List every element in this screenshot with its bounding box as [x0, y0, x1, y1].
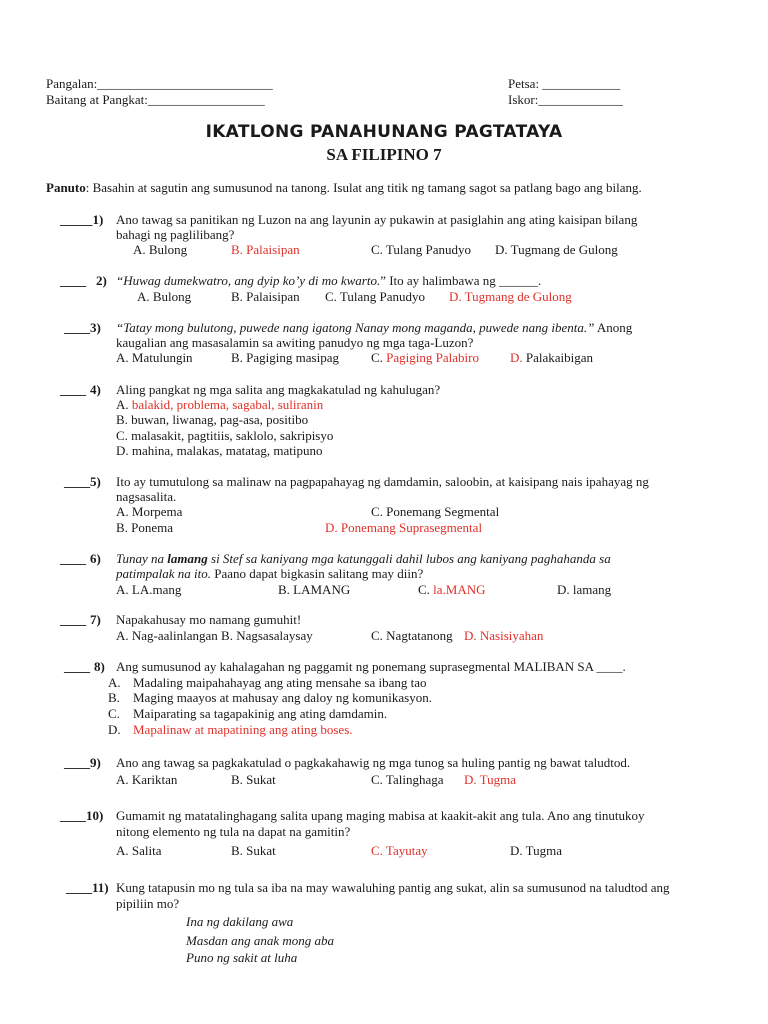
- question-number: ____9): [64, 755, 101, 770]
- question-text: patimpalak na ito. Paano dapat bigkasin salitang may diin?: [116, 566, 424, 581]
- grade-section-field-label: Baitang at Pangkat:__________________: [46, 92, 265, 107]
- question-text: Ito ay tumutulong sa malinaw na pagpapahayag ng damdamin, saloobin, at kaisipang nais ipahayag ng: [116, 474, 649, 489]
- question-text: nagsasalita.: [116, 489, 177, 504]
- option: A. LA.mang: [116, 582, 182, 597]
- option-highlighted: B. Palaisipan: [231, 242, 300, 257]
- option-letter: B.: [108, 690, 120, 705]
- option: A. Bulong: [137, 289, 192, 304]
- option: B. Sukat: [231, 772, 276, 787]
- question-number: ____5): [64, 474, 101, 489]
- option-letter: A.: [108, 675, 121, 690]
- question-number: ____ 6): [60, 551, 101, 566]
- question-number: ____10): [60, 808, 104, 823]
- option: D. Tugma: [510, 843, 563, 858]
- instructions-text: : Basahin at sagutin ang sumusunod na tanong. Isulat ang titik ng tamang sagot sa patlang bago ang bilang.: [85, 180, 642, 195]
- question-text: Ano tawag sa panitikan ng Luzon na ang layunin ay pukawin at pasiglahin ang ating kaisipan bilang: [116, 212, 638, 227]
- option: B. Pagiging masipag: [231, 350, 339, 365]
- score-field-label: Iskor:_____________: [508, 92, 623, 107]
- option: C. malasakit, pagtitiis, saklolo, sakripisyo: [116, 428, 334, 443]
- option: C. la.MANG: [418, 582, 486, 597]
- option-highlighted: D. Ponemang Suprasegmental: [325, 520, 483, 535]
- option-letter: C.: [108, 706, 120, 721]
- question-text: Gumamit ng matatalinghagang salita upang maging mabisa at kaakit-akit ang tula. Ano ang tinutukoy: [116, 808, 645, 823]
- option-highlighted: D. Tugmang de Gulong: [449, 289, 572, 304]
- question-text: “Tatay mong bulutong, puwede nang igatong Nanay mong maganda, puwede nang ibenta.” Anong: [116, 320, 633, 335]
- option: D. mahina, malakas, matatag, matipuno: [116, 443, 323, 458]
- option: C. Tulang Panudyo: [325, 289, 426, 304]
- option: C. Tulang Panudyo: [371, 242, 472, 257]
- option-highlighted: D. Tugma: [464, 772, 517, 787]
- option-letter: D.: [108, 722, 121, 737]
- question-number: ____ 7): [60, 612, 101, 627]
- question-text: “Huwag dumekwatro, ang dyip ko’y di mo kwarto.” Ito ay halimbawa ng ______.: [116, 273, 542, 288]
- option: C. Nagtatanong: [371, 628, 453, 643]
- instructions: [46, 180, 642, 195]
- option: D. Tugmang de Gulong: [495, 242, 618, 257]
- question-number: ____3): [64, 320, 101, 335]
- question-text: kaugalian ang masasalamin sa awiting panudyo ng mga taga-Luzon?: [116, 335, 474, 350]
- date-field-label: Petsa: ____________: [508, 76, 621, 91]
- option: B. Ponema: [116, 520, 174, 535]
- option: D. lamang: [557, 582, 612, 597]
- option: B. Sukat: [231, 843, 276, 858]
- question-text: bahagi ng paglilibang?: [116, 227, 235, 242]
- option: Maiparating sa tagapakinig ang ating damdamin.: [133, 706, 388, 721]
- option: A. Nag-aalinlangan B. Nagsasalaysay: [116, 628, 313, 643]
- option: A. Morpema: [116, 504, 183, 519]
- option: A. Salita: [116, 843, 162, 858]
- question-text: Aling pangkat ng mga salita ang magkakatulad ng kahulugan?: [116, 382, 441, 397]
- poem-line: Ina ng dakilang awa: [186, 914, 294, 929]
- option: C. Talinghaga: [371, 772, 444, 787]
- question-text: Ano ang tawag sa pagkakatulad o pagkakahawig ng mga tunog sa huling pantig ng bawat taludtod.: [116, 755, 631, 770]
- question-number: ____ 4): [60, 382, 101, 397]
- question-number: ____ 8): [64, 659, 105, 674]
- option: C. Pagiging Palabiro: [371, 350, 479, 365]
- question-text: pipiliin mo?: [116, 896, 180, 911]
- question-number: ____ 2): [60, 273, 107, 288]
- option: Maging maayos at mahusay ang daloy ng komunikasyon.: [133, 690, 432, 705]
- option-highlighted: D. Nasisiyahan: [464, 628, 544, 643]
- option: D. Palakaibigan: [510, 350, 594, 365]
- question-text: Napakahusay mo namang gumuhit!: [116, 612, 302, 627]
- instructions-label: Panuto: [46, 180, 86, 195]
- option: A. balakid, problema, sagabal, suliranin: [116, 397, 324, 412]
- option: B. LAMANG: [278, 582, 351, 597]
- question-text: Ang sumusunod ay kahalagahan ng paggamit ng ponemang suprasegmental MALIBAN SA ____.: [116, 659, 626, 674]
- option: Madaling maipahahayag ang ating mensahe sa ibang tao: [133, 675, 427, 690]
- question-number: ____11): [66, 880, 109, 895]
- option: A. Bulong: [133, 242, 188, 257]
- question-number: _____1): [60, 212, 104, 227]
- option: B. buwan, liwanag, pag-asa, positibo: [116, 412, 309, 427]
- name-field-label: Pangalan:___________________________: [46, 76, 273, 91]
- poem-line: Masdan ang anak mong aba: [186, 933, 335, 948]
- option: C. Ponemang Segmental: [371, 504, 500, 519]
- question-text: nitong elemento ng tula na dapat na gamitin?: [116, 824, 351, 839]
- option: B. Palaisipan: [231, 289, 300, 304]
- question-text: Kung tatapusin mo ng tula sa iba na may wawaluhing pantig ang sukat, alin sa sumusunod na taludtod ang: [116, 880, 670, 895]
- page-title: IKATLONG PANAHUNANG PAGTATAYA: [205, 122, 563, 142]
- option: A. Matulungin: [116, 350, 193, 365]
- page-subtitle: SA FILIPINO 7: [326, 145, 442, 164]
- option-highlighted: C. Tayutay: [371, 843, 428, 858]
- poem-line: Puno ng sakit at luha: [186, 950, 298, 965]
- option: A. Kariktan: [116, 772, 178, 787]
- question-text: Tunay na lamang si Stef sa kaniyang mga katunggali dahil lubos ang kaniyang paghahanda sa: [116, 551, 611, 566]
- option-highlighted: Mapalinaw at mapatining ang ating boses.: [133, 722, 353, 737]
